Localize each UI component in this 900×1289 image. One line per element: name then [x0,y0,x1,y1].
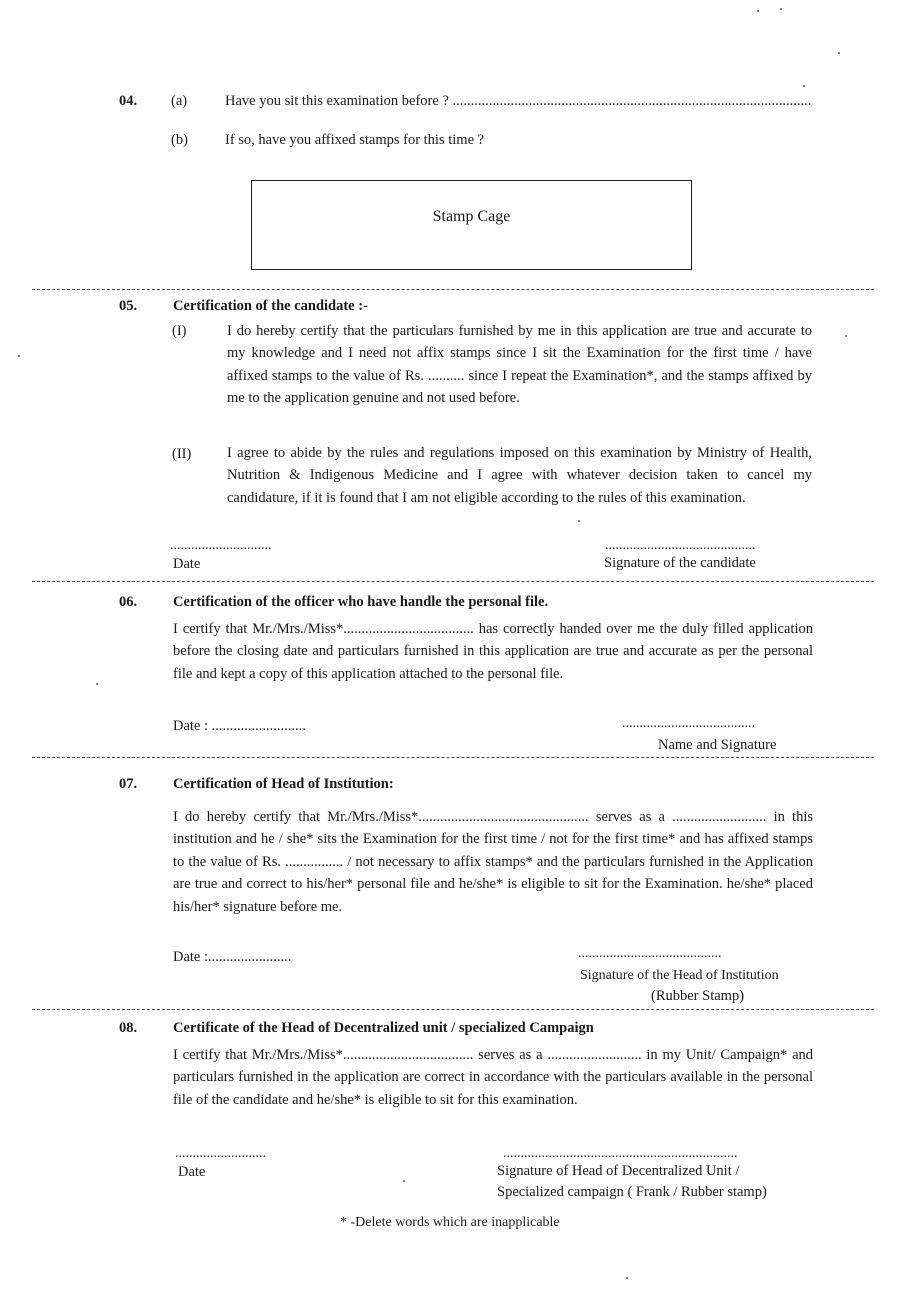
signature-line[interactable]: ...................................... [622,716,755,731]
section-07-text: I do hereby certify that Mr./Mrs./Miss*............................................... serves as a .......................... in this institution and he / she* sits the Examination for the first time / not for the first time* and has affixed stamps to the value of Rs. ................ / not necessary to affix stamps* and the particulars furnished in the Application are true and correct to his/her* personal file and he/she* is eligible to sit for the Examination. he/she* placed his/her* signature before me. [173,809,813,915]
scan-speck [18,355,20,357]
question-number-04: 04. [119,93,138,109]
signature-candidate-label: Signature of the candidate [604,555,756,571]
section-08-text: I certify that Mr./Mrs./Miss*.................................... serves as a .......................... in my Unit/ Campaign* and particulars furnished in the application are correct in accordance with the particulars available in the personal file of the candidate and he/she* is eligible to sit for this examination. [173,1047,813,1108]
certification-I-text: I do hereby certify that the particulars furnished by me in this application are true and accurate to my knowledge and I need not affix stamps since I sit the Examination for the first time / have affixed stamps to the value of Rs. .......... since I repeat the Examination*, and the stamps affixed by me to the application genuine and not used before. [227,323,812,407]
scan-speck [96,683,98,685]
date-line[interactable]: ............................. [170,538,272,553]
item-label-I: (I) [172,323,187,339]
signature-line[interactable]: ................................................................... [503,1146,738,1161]
date-field[interactable]: Date :....................... [173,949,292,965]
head-signature-label: Signature of the Head of Institution [580,968,779,983]
date-label: Date [173,556,201,572]
section-08-heading: Certificate of the Head of Decentralized unit / specialized Campaign [173,1020,594,1036]
question-number-08: 08. [119,1020,138,1036]
question-number-05: 05. [119,298,138,314]
section-05-heading: Certification of the candidate :- [173,298,368,314]
question-04a-text: Have you sit this examination before ? ................................................................................................... [225,93,812,109]
scan-speck [578,520,580,522]
date-label: Date [178,1164,206,1180]
section-06-text: I certify that Mr./Mrs./Miss*.................................... has correctly handed over me the duly filled application before the closing date and particulars furnished in this application are true and accurate as per the personal file and kept a copy of this application attached to the personal file. [173,621,813,682]
question-number-07: 07. [119,776,138,792]
section-divider [32,757,874,758]
item-label-II: (II) [172,446,192,462]
date-field[interactable]: Date : .......................... [173,718,306,734]
name-signature-label: Name and Signature [658,737,777,753]
section-divider [32,289,874,290]
signature-line[interactable]: ......................................... [578,946,722,961]
scan-speck [757,10,759,12]
campaign-stamp-label: Specialized campaign ( Frank / Rubber stamp) [497,1184,767,1200]
question-04b-text: If so, have you affixed stamps for this time ? [225,132,485,148]
footnote: * -Delete words which are inapplicable [340,1215,560,1230]
decentralized-signature-label: Signature of Head of Decentralized Unit / [497,1163,740,1179]
scan-speck [626,1277,628,1279]
certification-II-text: I agree to abide by the rules and regulations imposed on this examination by Ministry of Health, Nutrition & Indigenous Medicine and I agree with whatever decision taken to cancel my candidature, if it is found that I am not eligible according to the rules of this examination. [227,445,812,506]
scan-speck [780,8,782,10]
item-label-a: (a) [171,93,188,109]
section-07-heading: Certification of Head of Institution: [173,776,394,792]
date-line[interactable]: .......................... [175,1146,266,1161]
scan-speck [403,1180,405,1182]
item-label-b: (b) [171,132,188,148]
stamp-cage-label: Stamp Cage [432,208,511,225]
scan-speck [838,52,840,54]
scan-speck [803,85,805,87]
scan-speck [845,335,847,337]
section-divider [32,1009,874,1010]
signature-line[interactable]: ........................................... [605,538,756,553]
question-number-06: 06. [119,594,138,610]
rubber-stamp-label: (Rubber Stamp) [651,988,745,1004]
section-06-heading: Certification of the officer who have handle the personal file. [173,594,549,610]
stamp-cage-box[interactable] [251,180,692,270]
section-divider [32,581,874,582]
